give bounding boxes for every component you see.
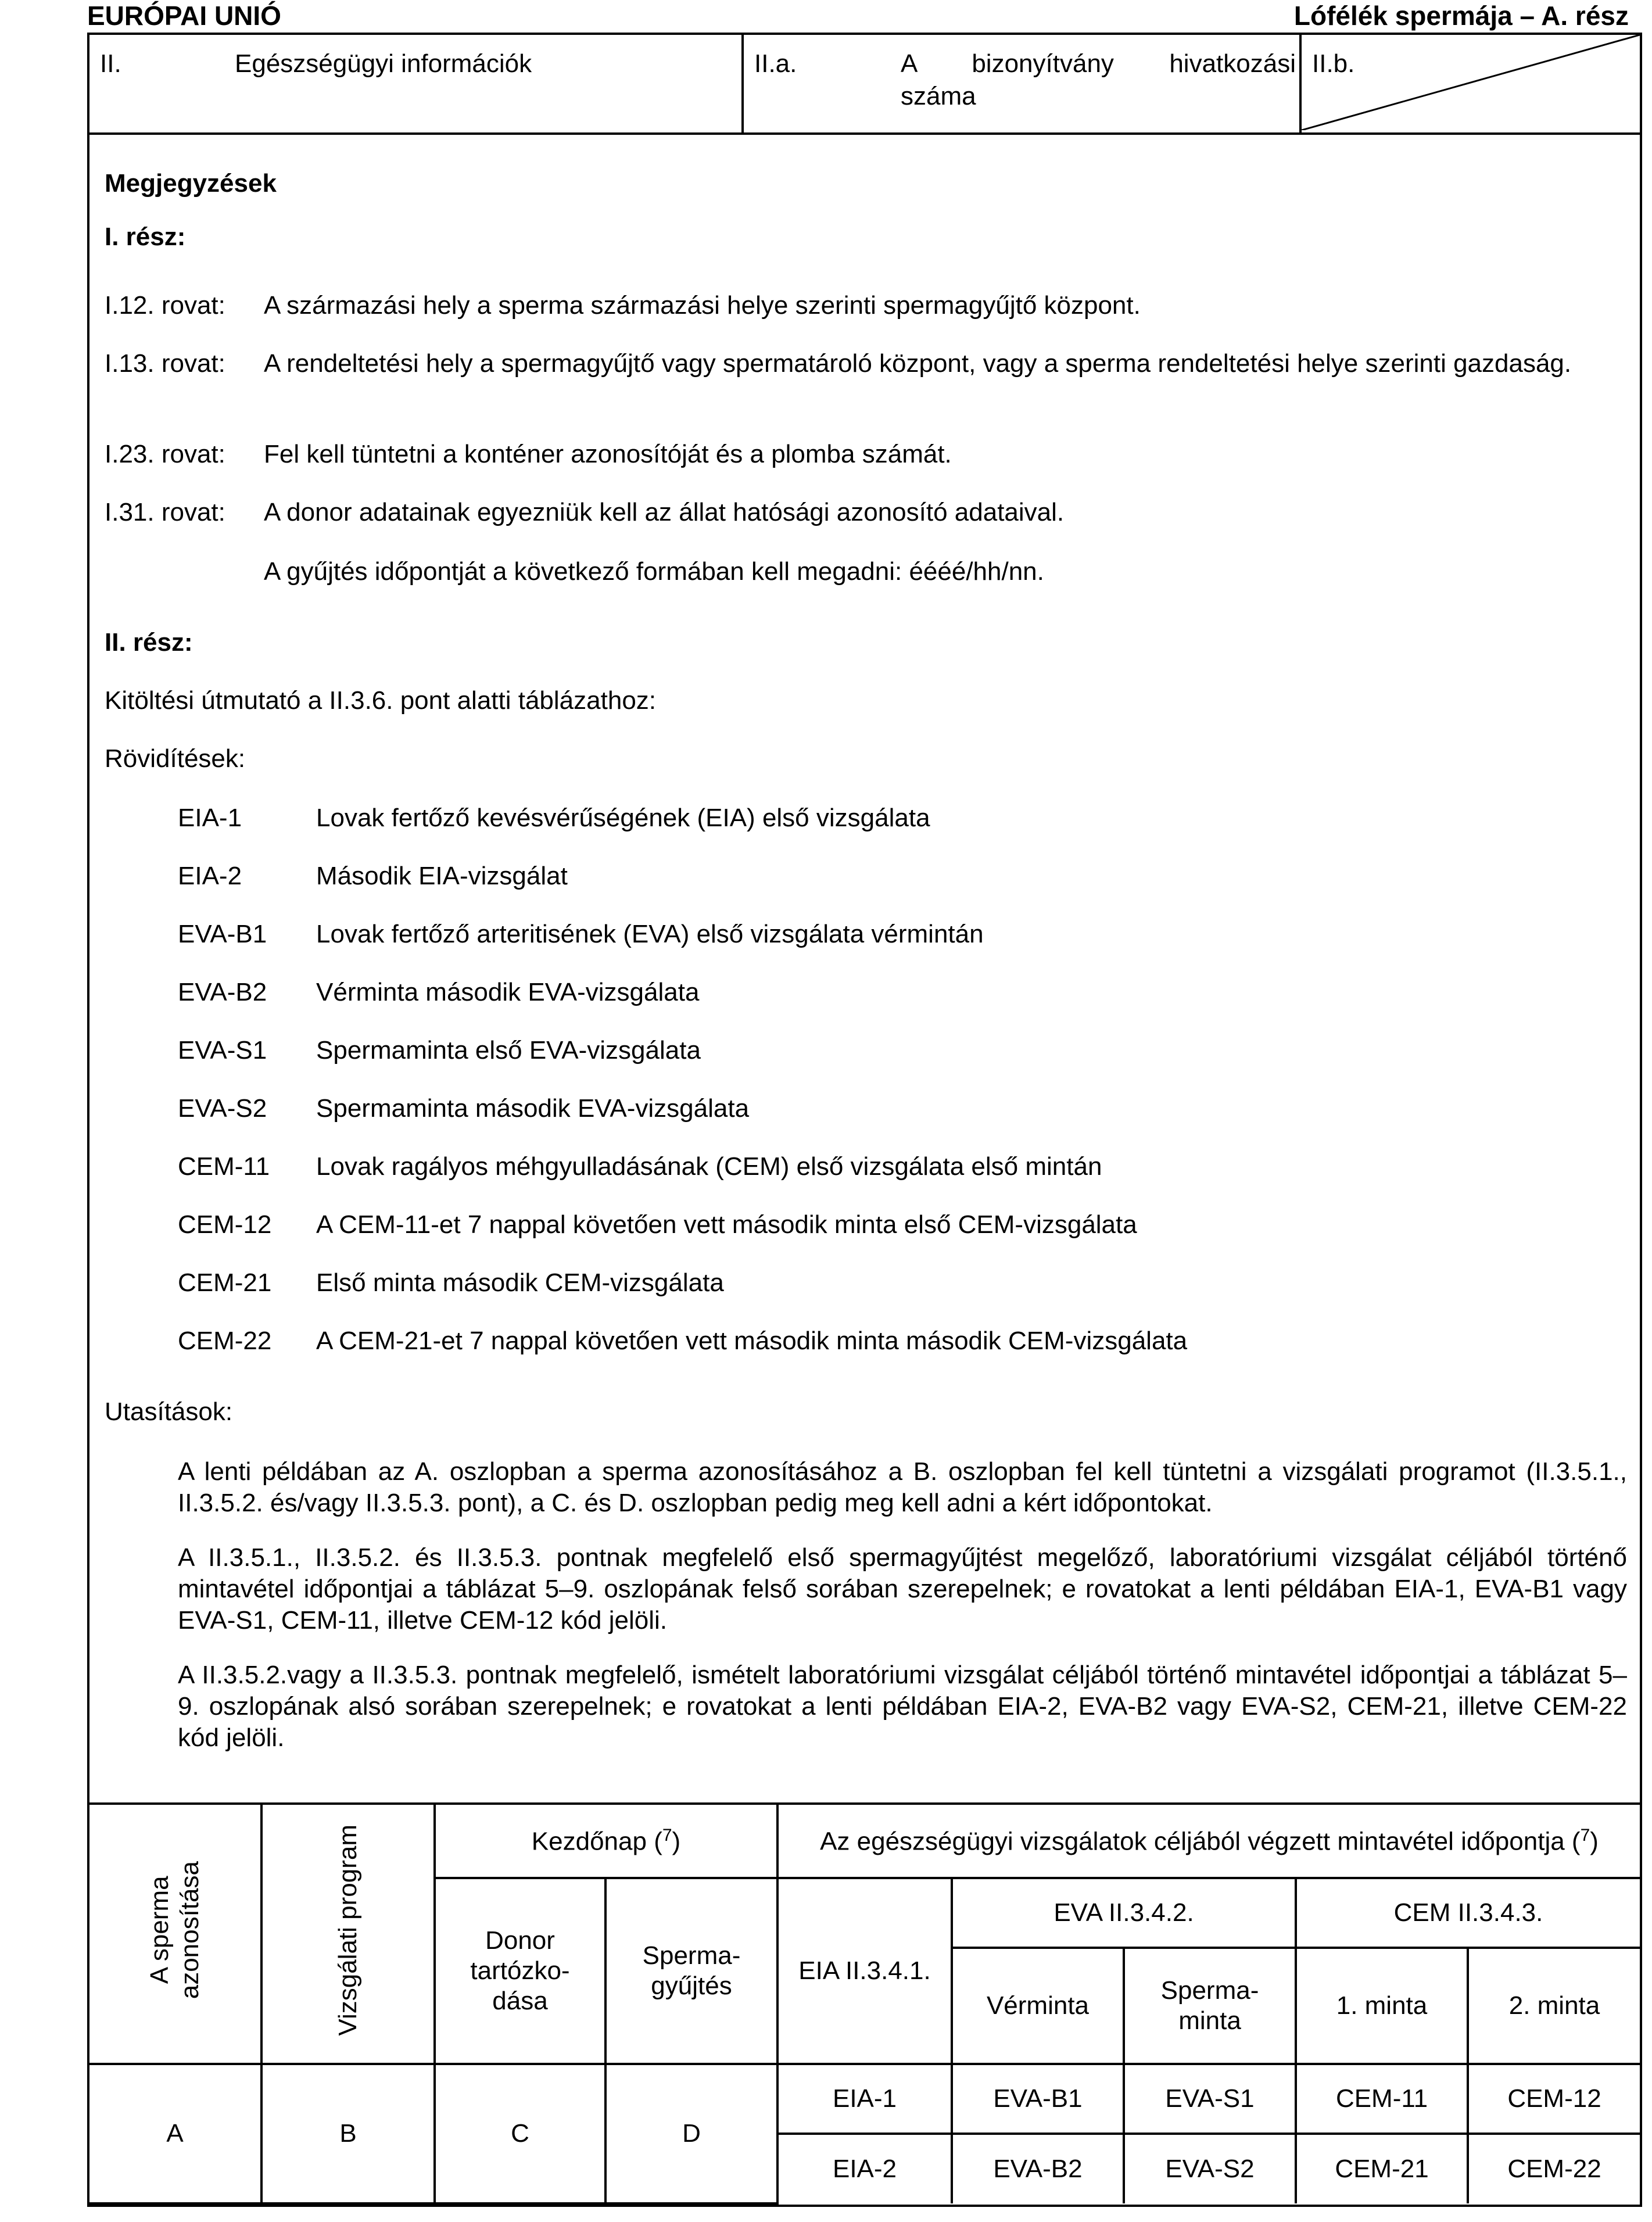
cell-lower: EVA-B2 <box>952 2134 1124 2203</box>
donor-line: dása <box>492 1986 548 2015</box>
abbr-code: EVA-S2 <box>178 1094 267 1123</box>
cell-lower: CEM-22 <box>1468 2134 1640 2203</box>
abbr-desc: Lovak fertőző arteritisének (EVA) első vizsgálata vérmintán <box>316 920 984 948</box>
eia-header: EIA II.3.4.1. <box>777 1878 952 2064</box>
cell-c: C <box>435 2064 605 2203</box>
row-text: A származási hely a sperma származási helye szerinti spermagyűjtő központ. <box>264 291 1141 320</box>
donor-line: tartózko- <box>470 1956 570 1986</box>
donor-line: Donor <box>485 1926 555 1955</box>
abbr-code: CEM-12 <box>178 1210 272 1239</box>
abbr-desc: Lovak fertőző kevésvérűségének (EIA) első vizsgálata <box>316 804 930 832</box>
row-label: I.23. rovat: <box>105 440 225 468</box>
fill-guide: Kitöltési útmutató a II.3.6. pont alatti táblázathoz: <box>105 686 657 715</box>
cell-lower: EIA-2 <box>777 2134 952 2203</box>
certificate-frame <box>87 33 1642 2207</box>
spermaminta-line: minta <box>1178 2006 1241 2035</box>
section-title: Egészségügyi információk <box>235 49 532 78</box>
abbr-code: EVA-B1 <box>178 920 267 948</box>
instruction-paragraph: A II.3.5.1., II.3.5.2. és II.3.5.3. pontnak megfelelő első spermagyűjtést megelőző, laboratóriumi vizsgálat céljából történő mintavétel időpontjai a táblázat 5–9. oszlopának felső sorában szerepelnek; e rovatokat a lenti példában EIA-1, EVA-B1 vagy EVA-S1, CEM-11, illetve CEM-12 kód jelöli. <box>178 1543 1627 1635</box>
cell-b: B <box>261 2064 435 2203</box>
iib-cell <box>1302 35 1640 132</box>
sperma-line: gyűjtés <box>651 1972 732 2000</box>
footnote-ref: 7 <box>1580 1825 1590 1845</box>
cell-a: A <box>89 2064 261 2203</box>
part2-title: II. rész: <box>105 628 193 657</box>
abbr-desc: Első minta második CEM-vizsgálata <box>316 1268 724 1297</box>
abbr-desc: A CEM-11-et 7 nappal követően vett második minta első CEM-vizsgálata <box>316 1210 1137 1239</box>
instr-title: Utasítások: <box>105 1397 233 1426</box>
col-b-header <box>261 1805 435 2064</box>
instruction-paragraph: A lenti példában az A. oszlopban a sperma azonosításához a B. oszlopban fel kell tüntetni a vizsgálati programot (II.3.5.1., II.3.5.2. és/vagy II.3.5.3. pont), a C. és D. oszlopban pedig meg kell adni a kért időpontokat. <box>178 1457 1627 1517</box>
cell-upper: EVA-B1 <box>952 2064 1124 2134</box>
section-number: II. <box>100 49 121 78</box>
abbr-code: CEM-11 <box>178 1152 270 1181</box>
abbr-desc: Lovak ragályos méhgyulladásának (CEM) első vizsgálata első mintán <box>316 1152 1102 1181</box>
diagonal-line <box>1302 35 1640 130</box>
abbr-title: Rövidítések: <box>105 744 246 773</box>
sperma-line: Sperma- <box>642 1941 741 1970</box>
abbr-code: EIA-2 <box>178 862 242 890</box>
spermaminta-line: Sperma- <box>1160 1976 1259 2005</box>
cem-header: CEM II.3.4.3. <box>1296 1878 1640 1948</box>
row-text: A rendeltetési hely a spermagyűjtő vagy spermatároló központ, vagy a sperma rendeltetési helye szerinti gazdaság. <box>264 349 1572 378</box>
abbr-desc: Vérminta második EVA-vizsgálata <box>316 978 700 1006</box>
cell-upper: EVA-S1 <box>1124 2064 1296 2134</box>
abbr-code: EIA-1 <box>178 804 242 832</box>
cell-d: D <box>605 2064 777 2203</box>
sampling-table <box>89 1805 1640 2205</box>
top-row <box>89 35 1640 135</box>
mintavetel-label: Az egészségügyi vizsgálatok céljából végzett mintavétel időpontja <box>820 1827 1565 1856</box>
notes-title: Megjegyzések <box>105 169 277 198</box>
abbr-code: EVA-B2 <box>178 978 267 1006</box>
mintavetel-header: Az egészségügyi vizsgálatok céljából végzett mintavétel időpontja ($^7$) <box>777 1805 1640 1878</box>
cell-upper: EIA-1 <box>777 2064 952 2134</box>
kezdonap-header: Kezdőnap ($^7$) <box>435 1805 777 1878</box>
header-right: Lófélék spermája – A. rész <box>1293 1 1629 31</box>
abbr-code: EVA-S1 <box>178 1036 267 1065</box>
section-cell <box>89 35 744 132</box>
abbr-code: CEM-22 <box>178 1327 272 1355</box>
reference-title-line2: száma <box>901 82 976 110</box>
footnote-ref: 7 <box>662 1825 672 1845</box>
kezdonap-label: Kezdőnap <box>531 1827 647 1856</box>
cell-upper: CEM-12 <box>1468 2064 1640 2134</box>
minta2-header: 2. minta <box>1468 1948 1640 2064</box>
abbr-desc: Spermaminta első EVA-vizsgálata <box>316 1036 701 1065</box>
part1-title: I. rész: <box>105 223 186 251</box>
abbr-code: CEM-21 <box>178 1268 272 1297</box>
spermagyujtes-header <box>605 1878 777 2064</box>
row-text-extra: A gyűjtés időpontját a következő formában kell megadni: éééé/hh/nn. <box>264 557 1044 586</box>
row-label: I.31. rovat: <box>105 498 225 526</box>
col-a-header <box>89 1805 261 2064</box>
abbr-desc: Spermaminta második EVA-vizsgálata <box>316 1094 750 1123</box>
reference-cell <box>744 35 1302 132</box>
cell-lower: EVA-S2 <box>1124 2134 1296 2203</box>
abbr-desc: A CEM-21-et 7 nappal követően vett második minta második CEM-vizsgálata <box>316 1327 1188 1355</box>
verminta-header: Vérminta <box>952 1948 1124 2064</box>
iib-label: II.b. <box>1312 49 1355 78</box>
row-label: I.13. rovat: <box>105 349 225 378</box>
col-a-line2: azonosítása <box>175 1861 204 1999</box>
col-a-line1: A sperma <box>145 1876 174 1984</box>
donor-header <box>435 1878 605 2064</box>
col-b-label: Vizsgálati program <box>334 1825 363 2036</box>
instruction-paragraph: A II.3.5.2.vagy a II.3.5.3. pontnak megfelelő, ismételt laboratóriumi vizsgálat céljából történő mintavétel időpontjai a táblázat 5–9. oszlopának alsó sorában szerepelnek; e rovatokat a lenti példában EIA-2, EVA-B2 vagy EVA-S2, CEM-21, illetve CEM-22 kód jelöli. <box>178 1661 1627 1752</box>
reference-number: II.a. <box>754 49 797 78</box>
reference-title-line1: A bizonyítvány hivatkozási <box>901 49 1296 78</box>
row-text: A donor adatainak egyezniük kell az állat hatósági azonosító adataival. <box>264 498 1065 526</box>
row-text: Fel kell tüntetni a konténer azonosítóját és a plomba számát. <box>264 440 952 468</box>
header-left: EURÓPAI UNIÓ <box>87 1 281 31</box>
row-label: I.12. rovat: <box>105 291 225 320</box>
minta1-header: 1. minta <box>1296 1948 1468 2064</box>
eva-header: EVA II.3.4.2. <box>952 1878 1296 1948</box>
abbr-desc: Második EIA-vizsgálat <box>316 862 568 890</box>
spermaminta-header <box>1124 1948 1296 2064</box>
notes-section <box>89 135 1640 1805</box>
cell-upper: CEM-11 <box>1296 2064 1468 2134</box>
cell-lower: CEM-21 <box>1296 2134 1468 2203</box>
